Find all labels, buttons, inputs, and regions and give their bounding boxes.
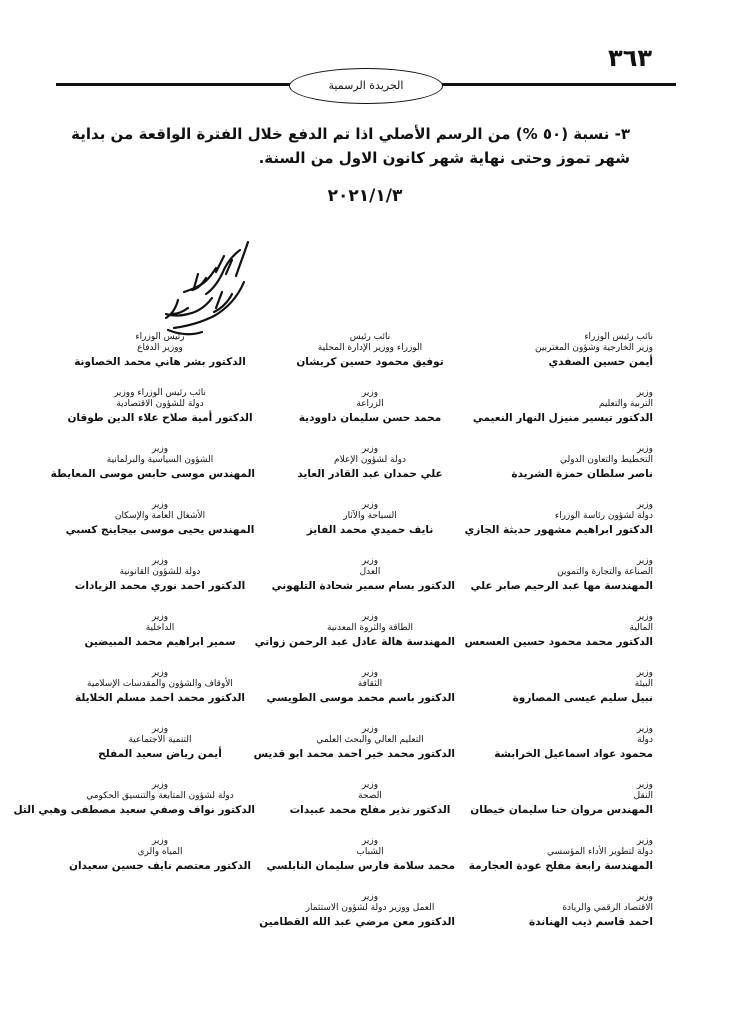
signatory-block <box>255 836 455 888</box>
signatory-name: احمد قاسم ذيب الهناندة <box>529 916 653 928</box>
signatory-title: الصحة <box>358 791 382 801</box>
signatory-title: وزير <box>151 724 169 734</box>
signatory-name: أيمن رياض سعيد المفلح <box>98 748 222 760</box>
signatory-block <box>455 556 655 608</box>
signatory-title: دولة لشؤون المتابعة والتنسيق الحكومي <box>86 791 234 801</box>
signatory-title: الزراعة <box>356 399 384 409</box>
signatory-block <box>455 612 655 664</box>
signatory-name: الدكتور باسم محمد موسى الطويسي <box>266 692 455 704</box>
signatory-title: ووزير الدفاع <box>137 343 183 353</box>
signatory-block <box>55 388 255 440</box>
signatory-title: وزير <box>636 612 653 622</box>
signatory-title: العدل <box>359 567 381 577</box>
signatory-title: التعليم العالي والبحث العلمي <box>316 735 424 745</box>
signatory-title: وزير <box>361 780 379 790</box>
signatory-title: نائب رئيس الوزراء ووزير <box>113 388 207 398</box>
royal-signature <box>148 234 268 346</box>
signatory-name: الدكتور محمد احمد مسلم الخلايلة <box>74 692 246 704</box>
signatory-name: الدكتور معتصم نايف حسين سعيدان <box>68 860 252 872</box>
signatory-title: رئيس الوزراء <box>135 332 185 342</box>
signatory-title: الأوقاف والشؤون والمقدسات الإسلامية <box>87 679 233 689</box>
signatory-title: وزير الخارجية وشؤون المغتربين <box>534 343 653 353</box>
signatory-title: وزير <box>151 500 169 510</box>
signatory-title: الأشغال العامة والإسكان <box>114 511 206 521</box>
signatory-block <box>455 724 655 776</box>
signatory-title: النقل <box>633 791 653 801</box>
signatory-block <box>255 892 455 944</box>
signatory-title: وزير <box>151 668 169 678</box>
signatory-title: الوزراء ووزير الإدارة المحلية <box>317 343 423 353</box>
signatory-title: وزير <box>636 892 653 902</box>
signatory-name: ناصر سلطان حمزة الشريدة <box>511 468 653 480</box>
signatory-title: الداخلية <box>145 623 175 633</box>
signatory-block <box>455 836 655 888</box>
signatory-title: وزير <box>361 612 379 622</box>
signatory-block <box>50 444 255 496</box>
signatory-block <box>255 668 455 720</box>
signatory-name: نبيل سليم عيسى المصاروة <box>512 692 653 704</box>
signatory-name: المهندس موسى حابس موسى المعايطة <box>50 468 255 480</box>
signatory-block <box>255 612 455 664</box>
signatory-title: وزير <box>151 612 169 622</box>
signatory-name: الدكتور تيسير منيزل النهار النعيمي <box>472 412 653 424</box>
signatory-name: محمد حسن سليمان داوودية <box>298 412 442 424</box>
signatory-title: البيئة <box>634 679 653 689</box>
signatory-title: وزير <box>361 892 379 902</box>
signatory-title: وزير <box>361 388 379 398</box>
signatory-name: نايف حميدي محمد الفايز <box>306 524 434 536</box>
gazette-title: الجريدة الرسمية <box>289 68 443 104</box>
signatory-title: وزير <box>636 836 653 846</box>
signatory-block <box>455 332 655 384</box>
signatory-name: المهندس مروان حنا سليمان خيطان <box>470 804 653 816</box>
signatory-title: المياه والري <box>137 847 183 857</box>
signatory-title: وزير <box>361 556 379 566</box>
signatory-title: التربية والتعليم <box>598 399 653 409</box>
signatory-name: علي حمدان عبد القادر العايد <box>297 468 443 480</box>
signatory-title: المالية <box>629 623 653 633</box>
signatory-block <box>255 444 455 496</box>
signatory-block <box>455 780 655 832</box>
signatory-block <box>255 556 455 608</box>
signatory-block <box>55 332 255 384</box>
signatory-title: وزير <box>361 444 379 454</box>
signatory-title: دولة لشؤون الإعلام <box>334 455 406 465</box>
signatory-name: أيمن حسين الصفدي <box>548 356 653 368</box>
signatory-title: وزير <box>636 500 653 510</box>
signatory-title: الاقتصاد الرقمي والريادة <box>562 903 653 913</box>
signatory-name: الدكتور نذير مفلح محمد عبيدات <box>289 804 451 816</box>
signatory-block <box>255 500 455 552</box>
signatory-block <box>255 388 455 440</box>
signatory-name: الدكتور بشر هاني محمد الخصاونة <box>74 356 246 368</box>
signatory-name: محمود عواد اسماعيل الخرابشة <box>494 748 653 760</box>
signatory-name: الدكتور أمية صلاح علاء الدين طوقان <box>67 412 253 424</box>
signatory-title: نائب رئيس <box>349 332 391 342</box>
signatory-title: الشباب <box>356 847 384 857</box>
signatory-name: الدكتور ابراهيم مشهور حديثة الجازي <box>464 524 653 536</box>
signatory-block <box>55 612 255 664</box>
signatory-name: الدكتور احمد نوري محمد الزيادات <box>74 580 246 592</box>
signatory-block <box>455 388 655 440</box>
signatory-title: الثقافة <box>357 679 383 689</box>
signatory-title: وزير <box>361 836 379 846</box>
signatory-title: دولة للشؤون القانونية <box>119 567 201 577</box>
signatory-block <box>13 780 255 832</box>
signatory-title: وزير <box>151 836 169 846</box>
signatory-title: الصناعة والتجارة والتموين <box>557 567 653 577</box>
signatory-title: وزير <box>636 556 653 566</box>
signatory-block <box>55 668 255 720</box>
signatory-title: الشؤون السياسية والبرلمانية <box>106 455 214 465</box>
decree-date: ٢٠٢١/١/٣ <box>327 186 403 206</box>
signatory-title: وزير <box>151 444 169 454</box>
signatory-block <box>255 332 455 384</box>
signatory-block <box>455 668 655 720</box>
signatory-title: الطاقة والثروة المعدنية <box>326 623 414 633</box>
signatory-name: توفيق محمود حسين كريشان <box>296 356 444 368</box>
signatory-title: وزير <box>151 780 169 790</box>
signatory-title: وزير <box>636 444 653 454</box>
signatory-block <box>55 836 255 888</box>
signatory-title: وزير <box>636 668 653 678</box>
page-number: ٣٦٣ <box>608 44 652 72</box>
signatory-title: السياحة والآثار <box>343 511 397 521</box>
signatory-title: التخطيط والتعاون الدولي <box>559 455 653 465</box>
signatory-name: الدكتور محمد خير احمد محمد ابو قديس <box>253 748 455 760</box>
signatory-name: المهندسة مها عبد الرحيم صابر علي <box>470 580 653 592</box>
signatory-name: الدكتور بسام سمير شحادة التلهوني <box>271 580 455 592</box>
signatory-name: محمد سلامة فارس سليمان النابلسي <box>266 860 455 872</box>
signatory-title: وزير <box>636 724 653 734</box>
signatory-name: الدكتور معن مرضي عبد الله القطامين <box>259 916 455 928</box>
signatory-title: وزير <box>361 500 379 510</box>
signatory-name: الدكتور محمد محمود حسين العسعس <box>464 636 653 648</box>
signatory-title: دولة <box>637 735 653 745</box>
signatory-title: العمل ووزير دولة لشؤون الاستثمار <box>305 903 435 913</box>
signatory-name: المهندس يحيى موسى بيجاينج كسبي <box>65 524 255 536</box>
signatory-title: التنمية الاجتماعية <box>128 735 192 745</box>
signatory-name: الدكتور نواف وصفي سعيد مصطفى وهبي التل <box>13 804 255 816</box>
signatory-block <box>55 556 255 608</box>
signatory-title: وزير <box>151 556 169 566</box>
body-paragraph: ٣- نسبة (٥٠ %) من الرسم الأصلي اذا تم الدفع خلال الفترة الواقعة من بداية شهر تموز وحتى نهاية شهر كانون الاول من السنة. <box>71 125 630 167</box>
signatory-block <box>255 724 455 776</box>
signatory-block <box>455 892 655 944</box>
signatory-title: دولة لتطوير الأداء المؤسسي <box>546 847 653 857</box>
signatory-block <box>455 500 655 552</box>
signatory-block <box>455 444 655 496</box>
signatory-block <box>55 724 255 776</box>
signatory-block <box>55 500 255 552</box>
signatory-name: المهندسة هالة عادل عبد الرحمن زواتي <box>254 636 455 648</box>
signatory-title: وزير <box>636 388 653 398</box>
signatory-title: وزير <box>361 724 379 734</box>
signatory-title: وزير <box>636 780 653 790</box>
signatories-grid <box>13 332 655 944</box>
signatory-block <box>255 780 455 832</box>
signatory-name: سمير ابراهيم محمد المبيضين <box>84 636 236 648</box>
signatory-title: وزير <box>361 668 379 678</box>
signatory-title: نائب رئيس الوزراء <box>584 332 653 342</box>
signatory-name: المهندسة رابعة مفلح عودة العجارمة <box>468 860 653 872</box>
signatory-title: دولة للشؤون الاقتصادية <box>116 399 204 409</box>
signatory-title: دولة لشؤون رئاسة الوزراء <box>554 511 653 521</box>
